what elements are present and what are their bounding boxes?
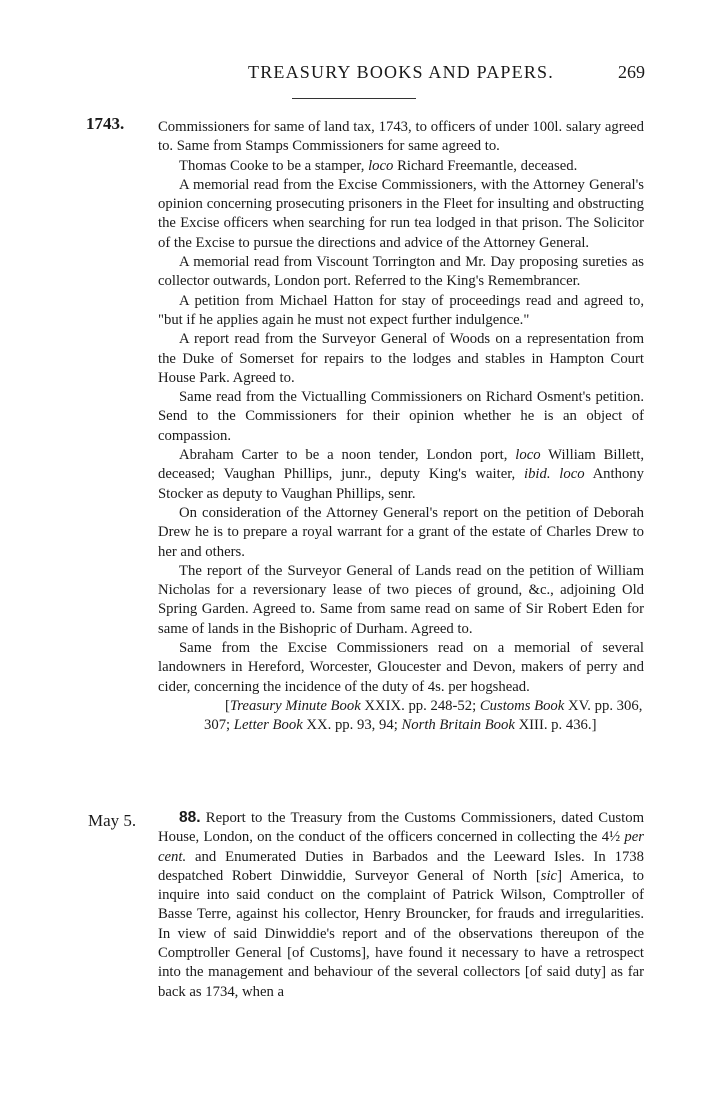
page-number: 269 (618, 62, 645, 82)
running-title: TREASURY BOOKS AND PAPERS. (248, 62, 554, 82)
paragraph (158, 446, 644, 504)
paragraph: A memorial read from Viscount Torrington and Mr. Day proposing sureties as collector outwards, London port. Referred to the King's Remembrancer. (158, 254, 644, 290)
italic-text: ibid. loco (523, 466, 585, 483)
source-citation (158, 697, 644, 736)
text: and Enumerated Duties in Barbados and the Leeward Isles. In 1738 despatched Robert Dinwiddie, Surveyor General of North [ (158, 848, 644, 884)
italic-text: loco (515, 447, 541, 464)
text: XX. pp. 93, 94; (302, 717, 402, 734)
paragraph: Same from the Excise Commissioners read on a memorial of several landowners in Hereford, Worcester, Gloucester and Devon, makers of perry and cider, concerning the incidence of the duty of 4s. per hogshead. (158, 640, 644, 695)
entry-88 (158, 808, 644, 1002)
italic-text: sic (540, 867, 558, 884)
italic-text: Treasury Minute Book (229, 697, 361, 714)
header-rule (292, 98, 416, 99)
paragraph: A report read from the Surveyor General of Woods on a representation from the Duke of Somerset for repairs to the lodges and stables in Hampton Court House Park. Agreed to. (158, 331, 644, 386)
text: Anthony Stocker as deputy to Vaughan Phillips, senr. (158, 466, 644, 502)
text: XIII. p. 436.] (514, 717, 597, 734)
paragraph: The report of the Surveyor General of Lands read on the petition of William Nicholas for a reversionary lease of two pieces of ground, &c., adjoining Old Spring Garden. Agreed to. Same from same read on same of Sir Robert Eden for same of lands in the Bishopric of Durham. Agreed to. (158, 562, 644, 637)
paragraph (158, 157, 644, 176)
text: Richard Freemantle, deceased. (393, 157, 578, 174)
paragraph: A petition from Michael Hatton for stay of proceedings read and agreed to, "but if he applies again he must not expect further indulgence." (158, 292, 644, 328)
italic-text: North Britain Book (401, 717, 515, 734)
text: Report to the Treasury from the Customs Commissioners, dated Custom House, London, on the conduct of the officers concerned in collecting the 4½ (158, 810, 644, 846)
italic-text: loco (368, 157, 394, 174)
italic-text: Customs Book (479, 697, 565, 714)
entry-1743 (158, 118, 644, 736)
text: XXIX. pp. 248-52; (360, 697, 480, 714)
margin-date: May 5. (88, 811, 137, 830)
text: Abraham Carter to be a noon tender, London port, (179, 447, 516, 464)
paragraph: Commissioners for same of land tax, 1743, to officers of under 100l. salary agreed to. Same from Stamps Commissioners for same agreed to. (158, 119, 644, 155)
entry-number: 88. (179, 809, 201, 826)
italic-text: Letter Book (233, 717, 303, 734)
paragraph: A memorial read from the Excise Commissioners, with the Attorney General's opinion concerning prosecuting prisoners in the Fleet for insulting and obstructing the Excise officers when searching for run tea lodged in that prison. The Solicitor of the Excise to pursue the directions and advice of the Attorney General. (158, 176, 644, 251)
text: [ (225, 697, 230, 714)
text: ] America, to inquire into said conduct on the complaint of Patrick Wilson, Comptroller of Basse Terre, against his collector, Henry Brouncker, for frauds and irregularities. In view of said Dinwiddie's report and of the observations thereupon of the Comptroller General [of Customs], have found it necessary to have a retrospect into the management and behaviour of the several collectors [of said duty] as far back as 1734, when a (158, 867, 644, 1000)
running-head (0, 62, 722, 86)
text: XV. pp. 306, 307; (204, 697, 643, 734)
italic-text: per cent. (158, 829, 644, 865)
paragraph: On consideration of the Attorney General's report on the petition of Deborah Drew he is to prepare a royal warrant for a grant of the estate of Charles Drew to her and others. (158, 504, 644, 560)
text: William Billett, deceased; Vaughan Phillips, junr., deputy King's waiter, (158, 447, 644, 483)
margin-year: 1743. (86, 114, 125, 133)
paragraph: Same read from the Victualling Commissioners on Richard Osment's petition. Send to the Commissioners for their opinion whether he is an object of compassion. (158, 389, 644, 444)
text: Thomas Cooke to be a stamper, (179, 157, 369, 174)
paragraph (158, 808, 644, 1002)
